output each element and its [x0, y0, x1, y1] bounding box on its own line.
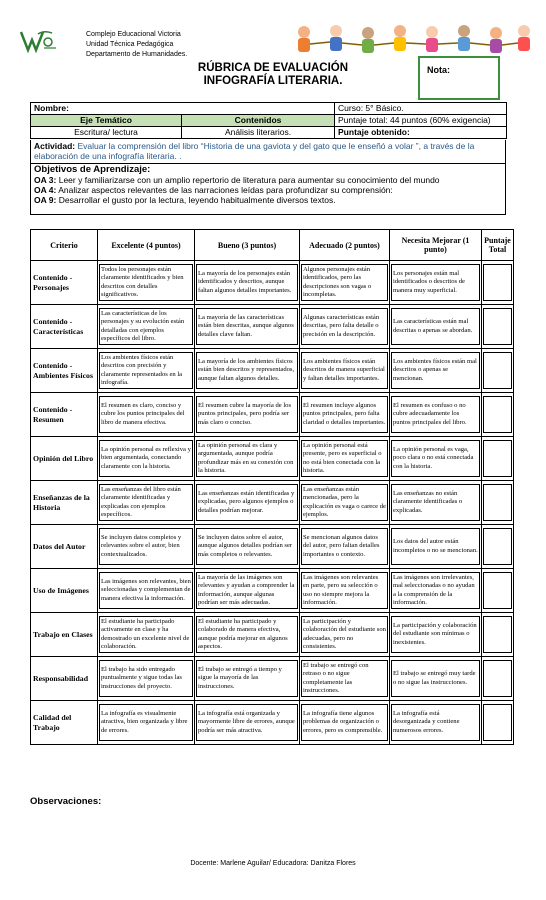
- score-cell[interactable]: [482, 525, 514, 569]
- excellent-cell: [98, 569, 195, 613]
- good-cell-text: El trabajo se entregó a tiempo y sigue la mayoría de las instrucciones.: [196, 660, 298, 697]
- score-cell[interactable]: [482, 701, 514, 745]
- activity-box: [30, 140, 506, 164]
- school-name: Complejo Educacional Victoria: [86, 31, 181, 38]
- good-cell-text: Se incluyen datos sobre el autor, aunque algunos detalles podrían ser más completos o relevantes.: [196, 528, 298, 565]
- rubric-row: [31, 393, 514, 437]
- rubric-table: [30, 229, 514, 745]
- activity-text: Evaluar la comprensión del libro “Historia de una gaviota y del gato que le enseñó a volar ”, a través de la elaboración de una infografía literaria. .: [34, 141, 475, 161]
- header-necesita-mejorar: Necesita Mejorar (1 punto): [390, 230, 482, 261]
- criterion-cell-text: Trabajo en Clases: [33, 629, 93, 639]
- header-criterio: Criterio: [31, 230, 98, 261]
- school-logo: [18, 28, 58, 54]
- excellent-cell: [98, 701, 195, 745]
- adequate-cell-text: La opinión personal está presente, pero es superficial o no está bien conectada con la historia.: [301, 440, 388, 477]
- excellent-cell-text: Todos los personajes están claramente identificados y bien descritos con detalles significativos.: [99, 264, 193, 301]
- score-cell[interactable]: [482, 305, 514, 349]
- contents-header: Contenidos: [182, 115, 335, 127]
- needs-improvement-cell: [390, 437, 482, 481]
- objective-text: Analizar aspectos relevantes de las narraciones leídas para profundizar su comprensión:: [56, 185, 393, 195]
- needs-improvement-cell: [390, 525, 482, 569]
- rubric-row: [31, 349, 514, 393]
- score-cell[interactable]: [482, 393, 514, 437]
- adequate-cell-text: Se mencionan algunos datos del autor, pero faltan detalles importantes o contexto.: [301, 528, 388, 565]
- adequate-cell-text: Los ambientes físicos están descritos de manera superficial y faltan detalles importantes.: [301, 352, 388, 389]
- excellent-cell-text: Las imágenes son relevantes, bien seleccionadas y complementan de manera efectiva la información.: [99, 572, 193, 609]
- title-line-1: RÚBRICA DE EVALUACIÓN: [197, 62, 349, 74]
- footer-teachers: Docente: Marlene Aguilar/ Educadora: Danitza Flores: [190, 860, 356, 867]
- criterion-cell: [31, 481, 98, 525]
- adequate-cell-text: La infografía tiene algunos problemas de organización o errores, pero es comprensible.: [301, 704, 388, 741]
- objective-item: [34, 195, 502, 205]
- student-info-table: [30, 102, 507, 139]
- good-cell-text: La mayoría de los ambientes físicos están bien descritos y representados, aunque faltan algunos detalles.: [196, 352, 298, 389]
- good-cell: [195, 393, 300, 437]
- criterion-cell: [31, 437, 98, 481]
- excellent-cell: [98, 613, 195, 657]
- excellent-cell-text: El trabajo ha sido entregado puntualmente y sigue todas las instrucciones del proyecto.: [99, 660, 193, 697]
- good-cell: [195, 481, 300, 525]
- excellent-cell-text: Los ambientes físicos están descritos con precisión y claramente representados en la infografía.: [99, 352, 193, 389]
- objective-code: OA 4:: [34, 185, 57, 195]
- criterion-cell-text: Enseñanzas de la Historia: [33, 492, 90, 512]
- good-cell: [195, 569, 300, 613]
- rubric-row: [31, 657, 514, 701]
- header-adecuado: Adecuado (2 puntos): [300, 230, 390, 261]
- criterion-cell-text: Responsabilidad: [33, 673, 89, 683]
- rubric-row: [31, 481, 514, 525]
- objective-text: Leer y familiarizarse con un amplio repertorio de literatura para aumentar su conocimiento del mundo: [56, 175, 440, 185]
- score-cell-text: [483, 528, 512, 565]
- adequate-cell-text: Algunas características están descritas, pero falta detalle o precisión en la descripción.: [301, 308, 388, 345]
- score-cell-text: [483, 616, 512, 653]
- adequate-cell-text: El resumen incluye algunos puntos principales, pero falta claridad o detalles importantes.: [301, 396, 388, 433]
- needs-improvement-cell-text: Los datos del autor están incompletos o no se mencionan.: [391, 528, 480, 565]
- school-info: [86, 30, 187, 60]
- rubric-header-row: [31, 230, 514, 261]
- rubric-row: [31, 613, 514, 657]
- score-cell-text: [483, 704, 512, 741]
- objective-text: Desarrollar el gusto por la lectura, leyendo habitualmente diversos textos.: [56, 195, 336, 205]
- needs-improvement-cell: [390, 261, 482, 305]
- needs-improvement-cell-text: Los ambientes físicos están mal descritos o apenas se mencionan.: [391, 352, 480, 389]
- score-cell[interactable]: [482, 481, 514, 525]
- needs-improvement-cell-text: El resumen es confuso o no cubre adecuadamente los puntos principales del libro.: [391, 396, 480, 433]
- good-cell: [195, 613, 300, 657]
- adequate-cell: [300, 305, 390, 349]
- score-cell[interactable]: [482, 437, 514, 481]
- excellent-cell-text: La infografía es visualmente atractiva, bien organizada y libre de errores.: [99, 704, 193, 741]
- needs-improvement-cell-text: Los personajes están mal identificados o descritos de manera muy superficial.: [391, 264, 480, 301]
- criterion-cell: [31, 613, 98, 657]
- objective-code: OA 9:: [34, 195, 57, 205]
- good-cell: [195, 305, 300, 349]
- adequate-cell: [300, 613, 390, 657]
- score-cell-text: [483, 572, 512, 609]
- excellent-cell: [98, 261, 195, 305]
- criterion-cell-text: Calidad del Trabajo: [33, 712, 72, 732]
- adequate-cell: [300, 261, 390, 305]
- needs-improvement-cell: [390, 701, 482, 745]
- criterion-cell-text: Opinión del Libro: [33, 453, 94, 463]
- title-line-2: INFOGRAFÍA LITERARIA.: [203, 75, 343, 87]
- needs-improvement-cell-text: La infografía está desorganizada y contiene numerosos errores.: [391, 704, 480, 741]
- grade-label: Nota:: [427, 65, 450, 75]
- needs-improvement-cell: [390, 569, 482, 613]
- excellent-cell-text: Las características de los personajes y su evolución están detalladas con ejemplos específicos del libro.: [99, 308, 193, 345]
- criterion-cell: [31, 657, 98, 701]
- needs-improvement-cell: [390, 481, 482, 525]
- criterion-cell: [31, 525, 98, 569]
- adequate-cell-text: Algunos personajes están identificados, pero las descripciones son vagas o incompletas.: [301, 264, 388, 301]
- needs-improvement-cell: [390, 657, 482, 701]
- adequate-cell: [300, 393, 390, 437]
- score-cell-text: [483, 396, 512, 433]
- criterion-cell-text: Contenido - Ambientes Físicos: [33, 360, 93, 380]
- rubric-row: [31, 261, 514, 305]
- adequate-cell-text: Las enseñanzas están mencionadas, pero la explicación es vaga o carece de ejemplos.: [301, 484, 388, 521]
- score-cell-text: [483, 660, 512, 697]
- excellent-cell: [98, 657, 195, 701]
- good-cell-text: El resumen cubre la mayoría de los puntos principales, pero podría ser más claro o conciso.: [196, 396, 298, 433]
- objective-code: OA 3:: [34, 175, 57, 185]
- good-cell: [195, 701, 300, 745]
- good-cell: [195, 657, 300, 701]
- needs-improvement-cell: [390, 393, 482, 437]
- total-score-cell: Puntaje total: 44 puntos (60% exigencia): [335, 115, 507, 127]
- criterion-cell: [31, 569, 98, 613]
- criterion-cell: [31, 261, 98, 305]
- criterion-cell-text: Uso de Imágenes: [33, 585, 89, 595]
- obtained-score-field[interactable]: Puntaje obtenido:: [335, 127, 507, 139]
- score-cell[interactable]: [482, 261, 514, 305]
- adequate-cell-text: Las imágenes son relevantes en parte, pero su selección o uso no siempre mejora la información.: [301, 572, 388, 609]
- header-puntaje-total: Puntaje Total: [482, 230, 514, 261]
- school-unit: Unidad Técnica Pedagógica: [86, 41, 174, 48]
- good-cell-text: La mayoría de las características están bien descritas, aunque algunos detalles clave faltan.: [196, 308, 298, 345]
- adequate-cell-text: El trabajo se entregó con retraso o no sigue completamente las instrucciones.: [301, 660, 388, 697]
- excellent-cell-text: El resumen es claro, conciso y cubre los puntos principales del libro de manera efectiva.: [99, 396, 193, 433]
- name-label: Nombre:: [34, 103, 69, 113]
- adequate-cell: [300, 481, 390, 525]
- needs-improvement-cell-text: La participación y colaboración del estudiante son mínimas o inexistentes.: [391, 616, 480, 653]
- objective-item: [34, 175, 502, 185]
- needs-improvement-cell-text: Las características están mal descritas o apenas se abordan.: [391, 308, 480, 345]
- excellent-cell-text: Se incluyen datos completos y relevantes sobre el autor, bien contextualizados.: [99, 528, 193, 565]
- excellent-cell-text: El estudiante ha participado activamente en clase y ha demostrado un excelente nivel de colaboración.: [99, 616, 193, 653]
- course-text: Curso: 5° Básico.: [338, 103, 404, 113]
- adequate-cell: [300, 569, 390, 613]
- criterion-cell: [31, 349, 98, 393]
- good-cell: [195, 349, 300, 393]
- score-cell-text: [483, 264, 512, 301]
- rubric-row: [31, 525, 514, 569]
- excellent-cell: [98, 525, 195, 569]
- score-cell-text: [483, 484, 512, 521]
- grade-box[interactable]: [418, 56, 500, 100]
- good-cell-text: La mayoría de los personajes están identificados y descritos, aunque faltan algunos detalles importantes.: [196, 264, 298, 301]
- needs-improvement-cell: [390, 305, 482, 349]
- children-illustration: [290, 22, 536, 60]
- good-cell: [195, 525, 300, 569]
- activity-label: Actividad:: [34, 141, 76, 151]
- criterion-cell: [31, 305, 98, 349]
- rubric-row: [31, 437, 514, 481]
- good-cell-text: Las enseñanzas están identificadas y explicadas, pero algunos ejemplos o detalles podrían mejorar.: [196, 484, 298, 521]
- objectives-title: Objetivos de Aprendizaje:: [34, 164, 151, 175]
- criterion-cell-text: Datos del Autor: [33, 541, 86, 551]
- score-cell-text: [483, 308, 512, 345]
- axis-header: Eje Temático: [31, 115, 182, 127]
- header-excelente: Excelente (4 puntos): [98, 230, 195, 261]
- criterion-cell-text: Contenido - Personajes: [33, 272, 73, 292]
- adequate-cell: [300, 525, 390, 569]
- excellent-cell: [98, 393, 195, 437]
- rubric-row: [31, 701, 514, 745]
- good-cell-text: El estudiante ha participado y colaborado de manera efectiva, aunque podría mejorar en algunos aspectos.: [196, 616, 298, 653]
- adequate-cell: [300, 701, 390, 745]
- objective-item: [34, 185, 502, 195]
- good-cell-text: La opinión personal es clara y argumentada, aunque podría profundizar más en su conexión con la historia.: [196, 440, 298, 477]
- criterion-cell: [31, 393, 98, 437]
- needs-improvement-cell-text: Las imágenes son irrelevantes, mal seleccionadas o no ayudan a la comprensión de la información.: [391, 572, 480, 609]
- excellent-cell-text: La opinión personal es reflexiva y bien argumentada, conectando claramente con la historia.: [99, 440, 193, 477]
- adequate-cell: [300, 349, 390, 393]
- rubric-row: [31, 305, 514, 349]
- good-cell: [195, 437, 300, 481]
- criterion-cell-text: Contenido - Características: [33, 316, 84, 336]
- criterion-cell: [31, 701, 98, 745]
- adequate-cell: [300, 437, 390, 481]
- needs-improvement-cell-text: Las enseñanzas no están claramente identificadas o explicadas.: [391, 484, 480, 521]
- good-cell-text: La infografía está organizada y mayormente libre de errores, aunque podría ser más atractiva.: [196, 704, 298, 741]
- axis-value: Escritura/ lectura: [31, 127, 182, 139]
- excellent-cell: [98, 437, 195, 481]
- adequate-cell-text: La participación y colaboración del estudiante son adecuadas, pero no consistentes.: [301, 616, 388, 653]
- good-cell: [195, 261, 300, 305]
- score-cell[interactable]: [482, 569, 514, 613]
- good-cell-text: La mayoría de las imágenes son relevantes y ayudan a comprender la información, aunque algunas podrían ser más adecuadas.: [196, 572, 298, 609]
- contents-value: Análisis literarios.: [182, 127, 335, 139]
- rubric-row: [31, 569, 514, 613]
- needs-improvement-cell: [390, 349, 482, 393]
- score-cell-text: [483, 352, 512, 389]
- excellent-cell: [98, 481, 195, 525]
- excellent-cell: [98, 349, 195, 393]
- score-cell[interactable]: [482, 613, 514, 657]
- needs-improvement-cell-text: El trabajo se entregó muy tarde o no sigue las instrucciones.: [391, 660, 480, 697]
- school-department: Departamento de Humanidades.: [86, 51, 188, 58]
- needs-improvement-cell-text: La opinión personal es vaga, poco clara o no está conectada con la historia.: [391, 440, 480, 477]
- score-cell-text: [483, 440, 512, 477]
- score-cell[interactable]: [482, 349, 514, 393]
- excellent-cell: [98, 305, 195, 349]
- needs-improvement-cell: [390, 613, 482, 657]
- excellent-cell-text: Las enseñanzas del libro están claramente identificadas y explicadas con ejemplos específicos.: [99, 484, 193, 521]
- criterion-cell-text: Contenido - Resumen: [33, 404, 73, 424]
- score-cell[interactable]: [482, 657, 514, 701]
- course-cell: [335, 103, 507, 115]
- name-field[interactable]: [31, 103, 335, 115]
- observations-label: Observaciones:: [30, 796, 102, 807]
- adequate-cell: [300, 657, 390, 701]
- objectives-box: [30, 163, 506, 215]
- header-bueno: Bueno (3 puntos): [195, 230, 300, 261]
